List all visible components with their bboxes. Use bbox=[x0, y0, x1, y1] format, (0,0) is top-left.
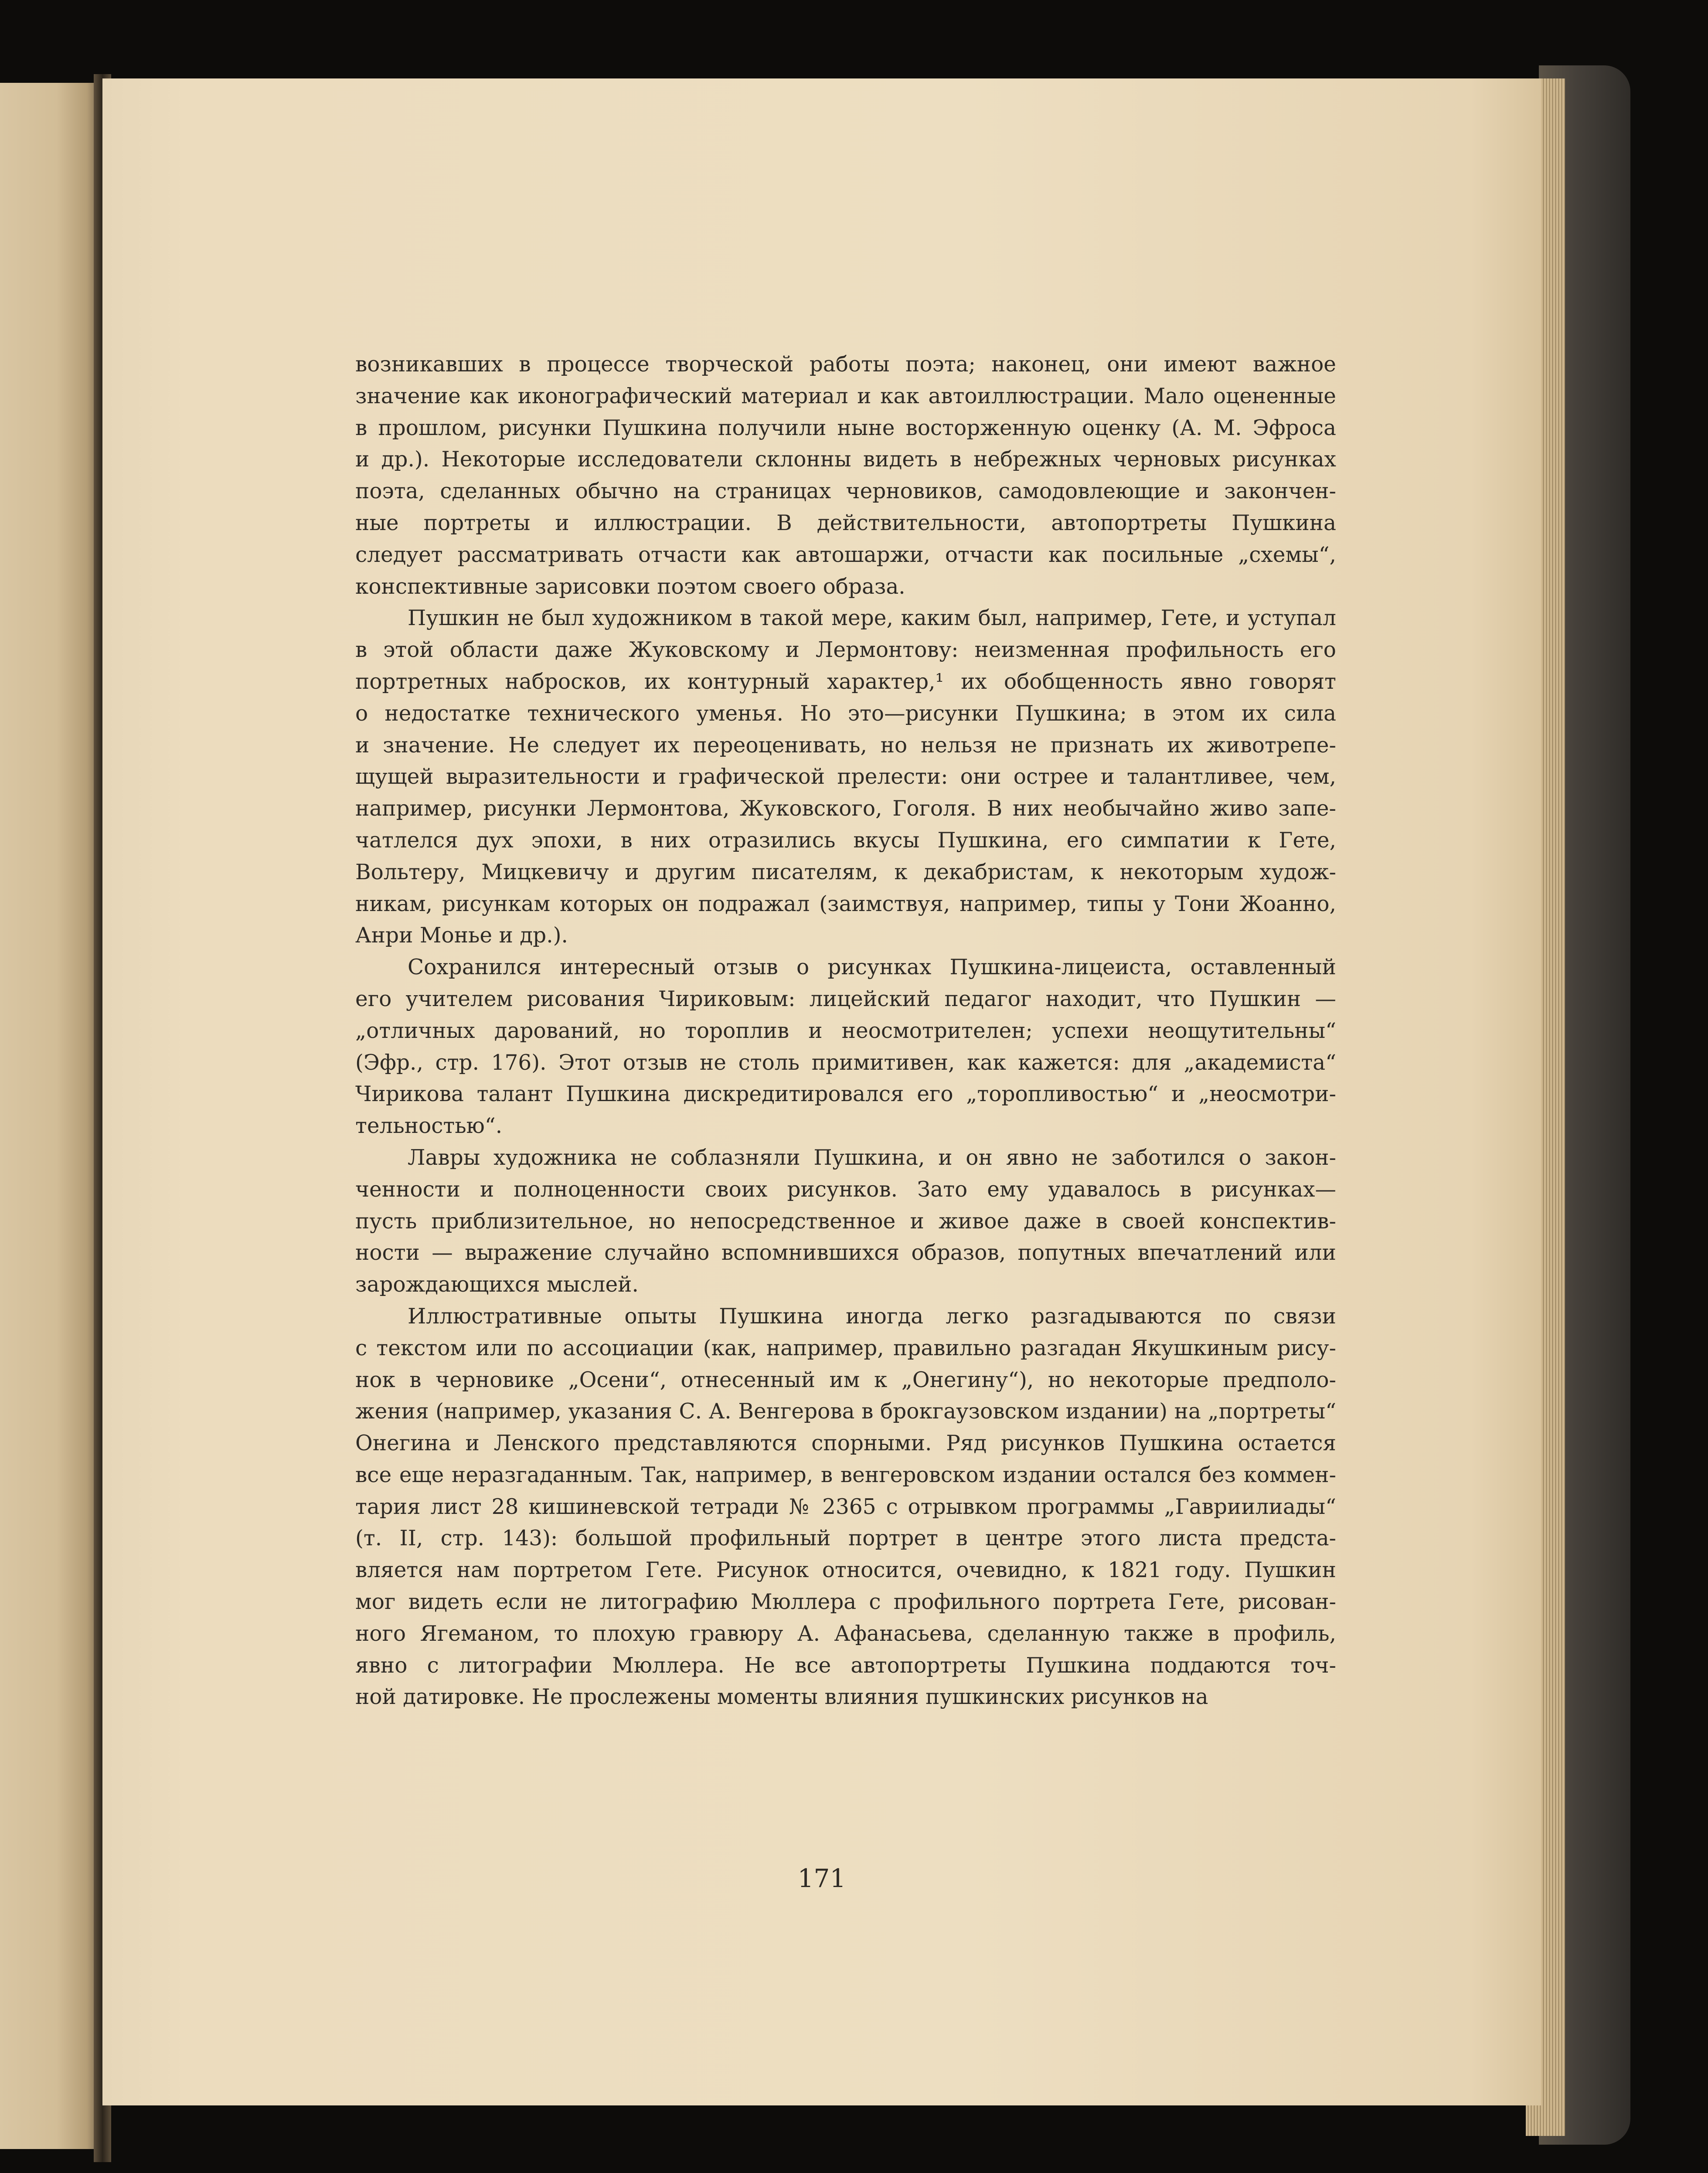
text-line: Пушкин не был художником в такой мере, каким был, например, Гете, и уступал bbox=[408, 606, 1336, 631]
text-line: явно с литографии Мюллера. Не все автопортреты Пушкина поддаются точ- bbox=[355, 1653, 1336, 1678]
body-text bbox=[355, 349, 1336, 1713]
text-line: ного Ягеманом, то плохую гравюру А. Афанасьева, сделанную также в профиль, bbox=[355, 1621, 1336, 1646]
paragraph bbox=[355, 1142, 1336, 1301]
text-line: мог видеть если не литографию Мюллера с профильного портрета Гете, рисован- bbox=[355, 1590, 1336, 1615]
text-line: следует рассматривать отчасти как автошаржи, отчасти как посильные „схемы“, bbox=[355, 542, 1336, 567]
text-line: ности — выражение случайно вспомнившихся образов, попутных впечатлений или bbox=[355, 1241, 1336, 1265]
text-line: нок в черновике „Осени“, отнесенный им к „Онегину“), но некоторые предполо- bbox=[355, 1367, 1336, 1392]
text-line: с текстом или по ассоциации (как, например, правильно разгадан Якушкиным рису- bbox=[355, 1336, 1336, 1360]
text-line: все еще неразгаданным. Так, например, в венгеровском издании остался без коммен- bbox=[355, 1462, 1336, 1487]
text-line: о недостатке технического уменья. Но это—рисунки Пушкина; в этом их сила bbox=[355, 701, 1336, 726]
text-line: тария лист 28 кишиневской тетради № 2365 с отрывком программы „Гавриилиады“ bbox=[355, 1494, 1336, 1519]
text-line: Онегина и Ленского представляются спорными. Ряд рисунков Пушкина остается bbox=[355, 1431, 1336, 1456]
text-line: и значение. Не следует их переоценивать, но нельзя не признать их животрепе- bbox=[355, 733, 1336, 758]
paragraph bbox=[355, 349, 1336, 602]
text-line: пусть приблизительное, но непосредственное и живое даже в своей конспектив- bbox=[355, 1209, 1336, 1234]
page-number: 171 bbox=[797, 1864, 846, 1893]
left-page-edge bbox=[0, 83, 102, 2149]
text-line: возникавших в процессе творческой работы поэта; наконец, они имеют важное bbox=[355, 352, 1336, 377]
text-line: его учителем рисования Чириковым: лицейский педагог находит, что Пушкин — bbox=[355, 986, 1336, 1011]
text-line: вляется нам портретом Гете. Рисунок относится, очевидно, к 1821 году. Пушкин bbox=[355, 1558, 1336, 1583]
text-line: конспективные зарисовки поэтом своего образа. bbox=[355, 574, 905, 599]
paragraph bbox=[355, 1301, 1336, 1713]
text-line: щущей выразительности и графической прелести: они острее и талантливее, чем, bbox=[355, 765, 1336, 789]
text-line: (Эфр., стр. 176). Этот отзыв не столь примитивен, как кажется: для „академиста“ bbox=[355, 1050, 1336, 1075]
paragraph bbox=[355, 602, 1336, 952]
text-line: Чирикова талант Пушкина дискредитировался его „торопливостью“ и „неосмотри- bbox=[355, 1082, 1336, 1107]
text-line: тельностью“. bbox=[355, 1114, 503, 1139]
text-line: значение как иконографический материал и как автоиллюстрации. Мало оцененные bbox=[355, 384, 1336, 408]
text-line: поэта, сделанных обычно на страницах черновиков, самодовлеющие и закончен- bbox=[355, 479, 1336, 504]
text-line: Иллюстративные опыты Пушкина иногда легко разгадываются по связи bbox=[408, 1304, 1336, 1329]
text-line: ные портреты и иллюстрации. В действительности, автопортреты Пушкина bbox=[355, 510, 1336, 535]
text-line: никам, рисункам которых он подражал (заимствуя, например, типы у Тони Жоанно, bbox=[355, 891, 1336, 916]
text-line: зарождающихся мыслей. bbox=[355, 1272, 639, 1297]
text-line: например, рисунки Лермонтова, Жуковского, Гоголя. В них необычайно живо запе- bbox=[355, 796, 1336, 821]
text-line: Вольтеру, Мицкевичу и другим писателям, к декабристам, к некоторым худож- bbox=[355, 860, 1336, 884]
paragraph bbox=[355, 952, 1336, 1142]
text-line: в этой области даже Жуковскому и Лермонтову: неизменная профильность его bbox=[355, 638, 1336, 663]
text-line: в прошлом, рисунки Пушкина получили ныне восторженную оценку (А. М. Эфроса bbox=[355, 415, 1336, 440]
text-line: чатлелся дух эпохи, в них отразились вкусы Пушкина, его симпатии к Гете, bbox=[355, 828, 1336, 853]
text-line: ной датировке. Не прослежены моменты влияния пушкинских рисунков на bbox=[355, 1685, 1208, 1710]
text-line: портретных набросков, их контурный характер,¹ их обобщенность явно говорят bbox=[355, 669, 1336, 694]
text-line: Лавры художника не соблазняли Пушкина, и он явно не заботился о закон- bbox=[408, 1145, 1336, 1170]
text-line: Анри Монье и др.). bbox=[355, 923, 568, 948]
text-line: „отличных дарований, но тороплив и неосмотрителен; успехи неощутительны“ bbox=[355, 1018, 1336, 1043]
text-line: Сохранился интересный отзыв о рисунках Пушкина-лицеиста, оставленный bbox=[408, 955, 1336, 980]
right-page bbox=[102, 78, 1541, 2105]
text-line: жения (например, указания С. А. Венгерова в брокгаузовском издании) на „портреты“ bbox=[355, 1399, 1336, 1424]
text-line: (т. II, стр. 143): большой профильный портрет в центре этого листа предста- bbox=[355, 1526, 1336, 1551]
text-line: и др.). Некоторые исследователи склонны видеть в небрежных черновых рисунках bbox=[355, 447, 1336, 472]
text-line: ченности и полноценности своих рисунков. Зато ему удавалось в рисунках— bbox=[355, 1177, 1336, 1202]
